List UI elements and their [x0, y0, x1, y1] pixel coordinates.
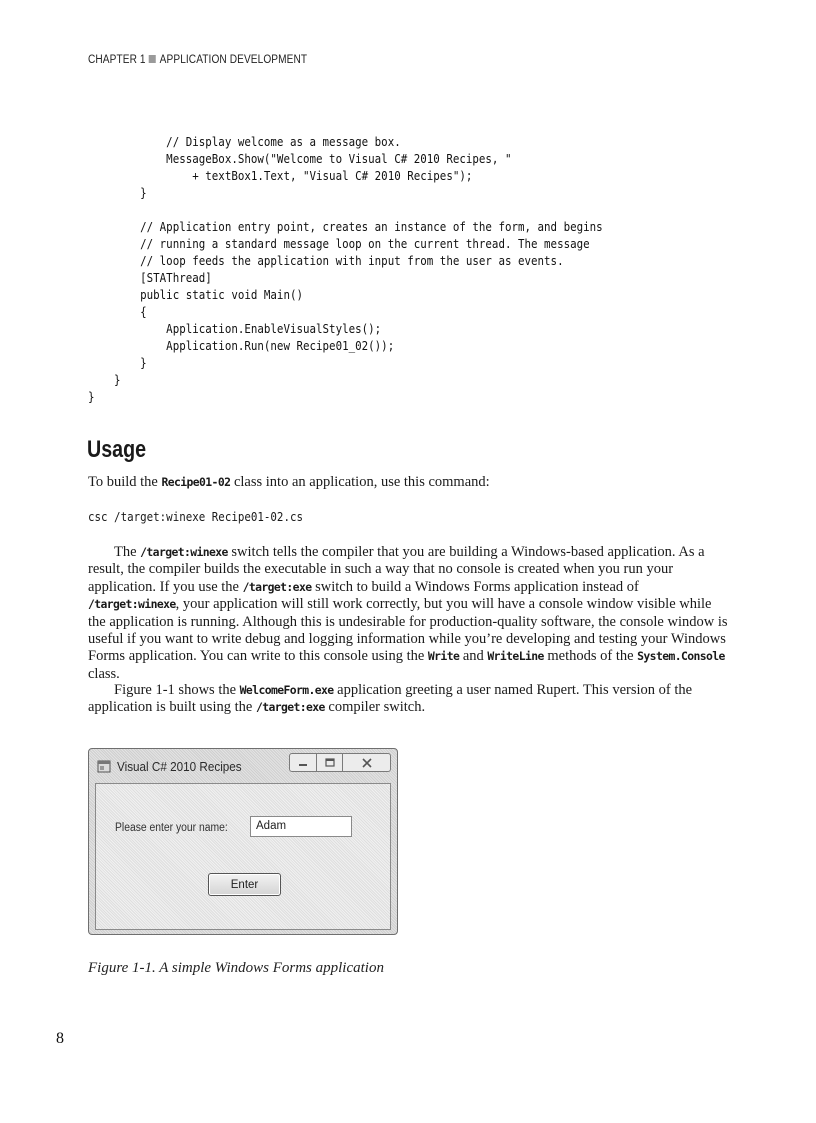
page-number: 8: [56, 1030, 64, 1047]
paragraph-build: To build the Recipe01-02 class into an application, use this command:: [88, 474, 490, 490]
name-prompt-label: Please enter your name:: [115, 822, 228, 834]
enter-button[interactable]: Enter: [208, 873, 281, 896]
paragraph-target-switch: The /target:winexe switch tells the compiler that you are building a Windows-based application. As a result, the compiler builds the executable in such a way that no console is created when you run your application. If you use the /target:exe switch to build a Windows Forms application instead of /target:winexe, your application will still work correctly, but you will have a console window visible while the application is running. Although this is undesirable for production-quality software, the console window is useful if you want to write debug and logging information while you’re developing and testing your Windows Forms application. You can write to this console using the Write and WriteLine methods of the System.Console class.: [88, 544, 728, 682]
chapter-title: APPLICATION DEVELOPMENT: [159, 54, 308, 66]
class-name-code: Recipe01-02: [161, 475, 231, 489]
window-controls: [289, 753, 393, 773]
windows-form-screenshot: [88, 748, 398, 935]
minimize-icon: [298, 759, 308, 767]
command-line: csc /target:winexe Recipe01-02.cs: [88, 510, 303, 524]
form-client-area: [95, 783, 391, 930]
figure-caption: Figure 1-1. A simple Windows Forms application: [88, 960, 384, 976]
paragraph-figure-intro: Figure 1-1 shows the WelcomeForm.exe application greeting a user named Rupert. This version of the application is built using the /target:exe compiler switch.: [88, 682, 693, 716]
minimize-button[interactable]: [289, 753, 317, 772]
section-heading: Usage: [87, 436, 147, 463]
app-window-icon: [97, 760, 111, 773]
code-listing: // Display welcome as a message box. MessageBox.Show("Welcome to Visual C# 2010 Recipes, " + textBox1.Text, "Visual C# 2010 Recipes"); } // Application entry point, creates an instance of the form, and begins // running a standard message loop on the current thread. The message // loop feeds the application with input from the user as events. [STAThread] public static void Main() { Application.EnableVisualStyles(); Application.Run(new Recipe01_02()); } } }: [88, 135, 603, 404]
running-header: [88, 54, 307, 66]
close-icon: [361, 758, 373, 768]
maximize-icon: [325, 758, 335, 767]
square-bullet-icon: [149, 55, 156, 63]
window-title: Visual C# 2010 Recipes: [117, 759, 242, 774]
name-input[interactable]: Adam: [250, 816, 352, 837]
close-button[interactable]: [343, 753, 391, 772]
chapter-label: CHAPTER 1: [88, 54, 146, 66]
maximize-button[interactable]: [317, 753, 343, 772]
